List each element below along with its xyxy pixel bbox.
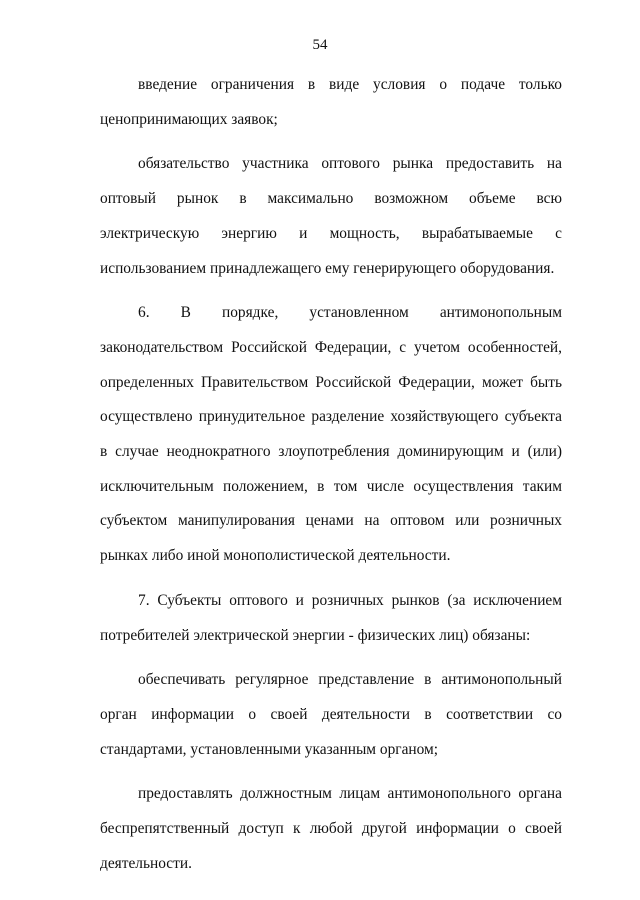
- paragraph-restriction: введение ограничения в виде условия о подаче только ценопринимающих заявок;: [100, 76, 562, 128]
- page-number: 54: [312, 37, 328, 53]
- paragraph-clause-6: 6. В порядке, установленном антимонопольным законодательством Российской Федерации, с учетом особенностей, определенных Правительством Российской Федерации, может быть осуществлено принудительное разделение хозяйствующего субъекта в случае неоднократного злоупотребления доминирующим и (или) исключительным положением, в том числе осуществления таким субъектом манипулирования ценами на оптовом или розничных рынках либо иной монополистической деятельности.: [100, 304, 562, 565]
- paragraph-clause-7: 7. Субъекты оптового и розничных рынков (за исключением потребителей электрической энергии - физических лиц) обязаны:: [100, 591, 562, 644]
- paragraph-reporting-duty: обеспечивать регулярное представление в антимонопольный орган информации о своей деятельности в соответствии со стандартами, установленными указанным органом;: [100, 671, 562, 758]
- document-body: [100, 68, 562, 891]
- paragraph-obligation: обязательство участника оптового рынка предоставить на оптовый рынок в максимально возможном объеме всю электрическую энергию и мощность, вырабатываемые с использованием принадлежащего ему генерирующего оборудования.: [100, 155, 562, 277]
- paragraph-access-duty: предоставлять должностным лицам антимонопольного органа беспрепятственный доступ к любой другой информации о своей деятельности.: [100, 785, 562, 872]
